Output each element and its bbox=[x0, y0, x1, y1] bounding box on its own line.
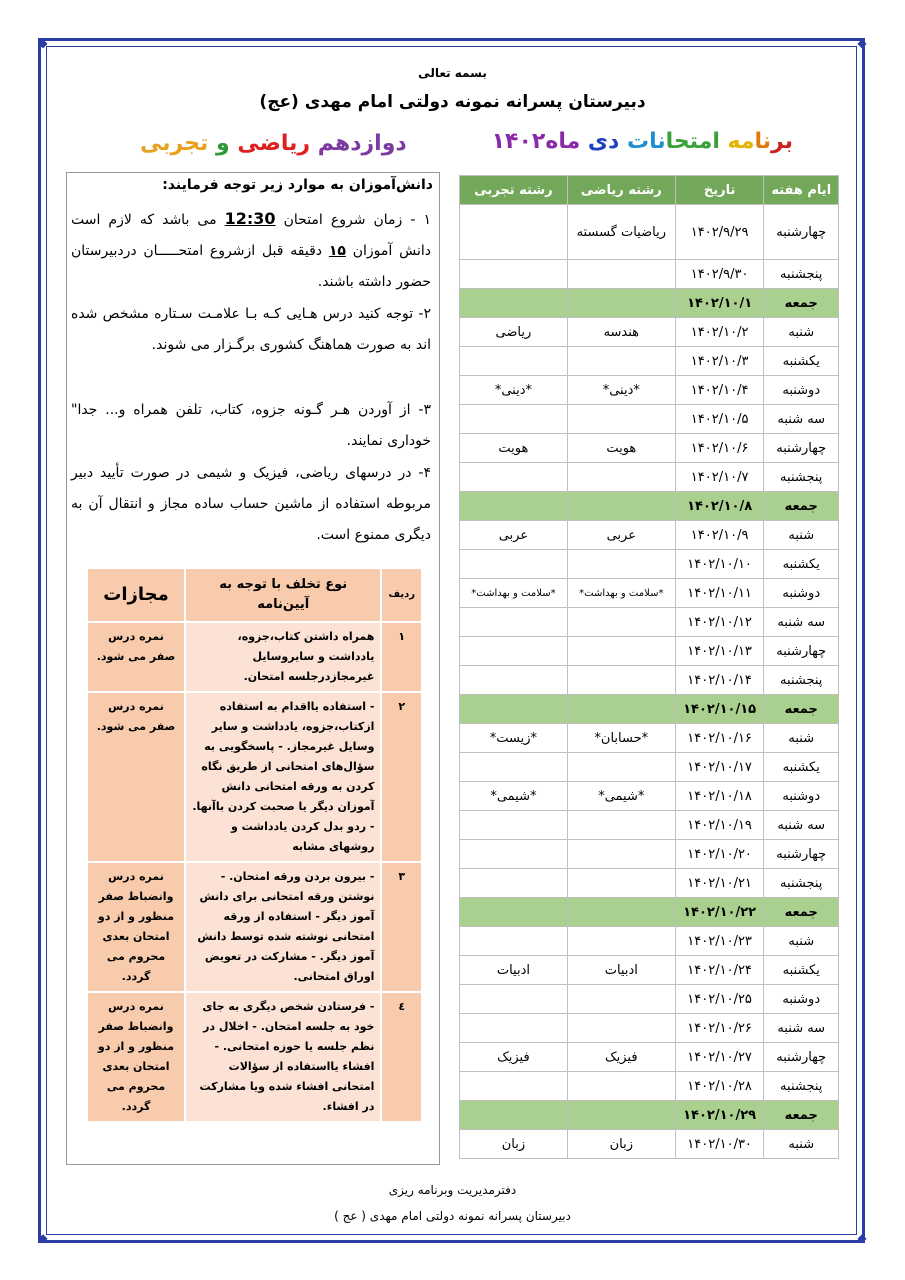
note-1 bbox=[71, 203, 431, 298]
math-exam-cell bbox=[567, 347, 675, 376]
penalty-row bbox=[88, 863, 421, 991]
schedule-row bbox=[460, 927, 839, 956]
schedule-row bbox=[460, 840, 839, 869]
bio-exam-cell bbox=[460, 260, 568, 289]
bio-exam-cell bbox=[460, 869, 568, 898]
col-penalty: مجازات bbox=[88, 569, 184, 621]
weekday-cell: جمعه bbox=[764, 695, 839, 724]
violation-text: همراه داشتن کتاب،جزوه، یادداشت و سایروسایل غیرمجازدرجلسه امتحان. bbox=[186, 623, 380, 691]
bio-exam-cell bbox=[460, 898, 568, 927]
date-cell: ۱۴۰۲/۱۰/۶ bbox=[675, 434, 764, 463]
date-cell: ۱۴۰۲/۱۰/۱۷ bbox=[675, 753, 764, 782]
math-exam-cell bbox=[567, 550, 675, 579]
schedule-row bbox=[460, 637, 839, 666]
bio-exam-cell bbox=[460, 753, 568, 782]
bio-exam-cell bbox=[460, 1072, 568, 1101]
schedule-row bbox=[460, 1130, 839, 1159]
bio-exam-cell bbox=[460, 205, 568, 260]
weekday-cell: چهارشنبه bbox=[764, 205, 839, 260]
minutes-before: ۱۵ bbox=[328, 243, 346, 259]
corner-ornament-icon: ◆ bbox=[38, 36, 48, 50]
footer-office: دفترمدیریت وبرنامه ریزی bbox=[388, 1183, 517, 1197]
math-exam-cell bbox=[567, 985, 675, 1014]
schedule-row bbox=[460, 724, 839, 753]
school-name: دبیرستان پسرانه نمونه دولتی امام مهدی (عج) bbox=[259, 92, 646, 112]
grade-math: ریاضی bbox=[237, 131, 311, 156]
weekday-cell: جمعه bbox=[764, 492, 839, 521]
date-cell: ۱۴۰۲/۱۰/۱۳ bbox=[675, 637, 764, 666]
schedule-row bbox=[460, 695, 839, 724]
schedule-row bbox=[460, 260, 839, 289]
grade-and: و bbox=[208, 131, 238, 156]
bio-exam-cell bbox=[460, 811, 568, 840]
math-exam-cell bbox=[567, 927, 675, 956]
penalty-text: نمره درس وانضباط صفر منظور و از دو امتحان بعدی محروم می گردد. bbox=[88, 993, 184, 1121]
bio-exam-cell bbox=[460, 666, 568, 695]
schedule-row bbox=[460, 579, 839, 608]
weekday-cell: پنجشنبه bbox=[764, 666, 839, 695]
math-exam-cell: هندسه bbox=[567, 318, 675, 347]
exam-title-part: دی bbox=[580, 129, 620, 154]
penalty-text: نمره درس صفر می شود. bbox=[88, 693, 184, 861]
date-cell: ۱۴۰۲/۱۰/۷ bbox=[675, 463, 764, 492]
exam-title-part: بر bbox=[771, 129, 793, 154]
weekday-cell: شنبه bbox=[764, 1130, 839, 1159]
schedule-row bbox=[460, 811, 839, 840]
weekday-cell: سه شنبه bbox=[764, 1014, 839, 1043]
math-exam-cell bbox=[567, 753, 675, 782]
weekday-cell: دوشنبه bbox=[764, 985, 839, 1014]
bio-exam-cell bbox=[460, 637, 568, 666]
schedule-row bbox=[460, 1014, 839, 1043]
weekday-cell: جمعه bbox=[764, 1101, 839, 1130]
bio-exam-cell: ادبیات bbox=[460, 956, 568, 985]
schedule-row bbox=[460, 782, 839, 811]
bio-exam-cell: *دینی* bbox=[460, 376, 568, 405]
weekday-cell: شنبه bbox=[764, 318, 839, 347]
math-exam-cell bbox=[567, 1101, 675, 1130]
weekday-cell: پنجشنبه bbox=[764, 260, 839, 289]
weekday-cell: چهارشنبه bbox=[764, 1043, 839, 1072]
schedule-row bbox=[460, 608, 839, 637]
bio-exam-cell: ریاضی bbox=[460, 318, 568, 347]
schedule-row bbox=[460, 434, 839, 463]
penalty-row bbox=[88, 993, 421, 1121]
corner-ornament-icon: ◆ bbox=[857, 36, 867, 50]
math-exam-cell bbox=[567, 492, 675, 521]
schedule-row bbox=[460, 666, 839, 695]
bio-exam-cell bbox=[460, 289, 568, 318]
date-cell: ۱۴۰۲/۱۰/۱۹ bbox=[675, 811, 764, 840]
date-cell: ۱۴۰۲/۱۰/۲۳ bbox=[675, 927, 764, 956]
date-cell: ۱۴۰۲/۱۰/۳ bbox=[675, 347, 764, 376]
weekday-cell: پنجشنبه bbox=[764, 463, 839, 492]
weekday-cell: یکشنبه bbox=[764, 753, 839, 782]
math-exam-cell bbox=[567, 840, 675, 869]
schedule-row bbox=[460, 521, 839, 550]
col-radif: ردیف bbox=[382, 569, 421, 621]
date-cell: ۱۴۰۲/۱۰/۲۰ bbox=[675, 840, 764, 869]
schedule-row bbox=[460, 405, 839, 434]
grade-bio: تجربی bbox=[140, 131, 209, 156]
date-cell: ۱۴۰۲/۱۰/۱۸ bbox=[675, 782, 764, 811]
exam-title-part: نا bbox=[754, 129, 772, 154]
date-cell: ۱۴۰۲/۱۰/۲۵ bbox=[675, 985, 764, 1014]
weekday-cell: چهارشنبه bbox=[764, 637, 839, 666]
notes-heading: دانش‌آموزان به موارد زیر توجه فرمایند: bbox=[162, 177, 433, 193]
bio-exam-cell: عربی bbox=[460, 521, 568, 550]
col-math: رشته ریاضی bbox=[567, 176, 675, 205]
penalty-text: نمره درس وانضباط صفر منظور و از دو امتحان بعدی محروم می گردد. bbox=[88, 863, 184, 991]
schedule-row bbox=[460, 550, 839, 579]
math-exam-cell bbox=[567, 1072, 675, 1101]
math-exam-cell: *شیمی* bbox=[567, 782, 675, 811]
date-cell: ۱۴۰۲/۱۰/۵ bbox=[675, 405, 764, 434]
math-exam-cell: ادبیات bbox=[567, 956, 675, 985]
bio-exam-cell bbox=[460, 1101, 568, 1130]
date-cell: ۱۴۰۲/۱۰/۴ bbox=[675, 376, 764, 405]
math-exam-cell: هویت bbox=[567, 434, 675, 463]
date-cell: ۱۴۰۲/۱۰/۱۴ bbox=[675, 666, 764, 695]
schedule-row bbox=[460, 1043, 839, 1072]
bio-exam-cell bbox=[460, 492, 568, 521]
schedule-row bbox=[460, 376, 839, 405]
bio-exam-cell bbox=[460, 1014, 568, 1043]
bio-exam-cell bbox=[460, 405, 568, 434]
date-cell: ۱۴۰۲/۱۰/۲ bbox=[675, 318, 764, 347]
bio-exam-cell bbox=[460, 608, 568, 637]
exam-title-part: امتحا bbox=[665, 129, 720, 154]
exam-start-time: 12:30 bbox=[224, 209, 276, 228]
bio-exam-cell bbox=[460, 550, 568, 579]
date-cell: ۱۴۰۲/۱۰/۱۱ bbox=[675, 579, 764, 608]
penalty-number: ۲ bbox=[382, 693, 421, 861]
weekday-cell: یکشنبه bbox=[764, 956, 839, 985]
math-exam-cell: *سلامت و بهداشت* bbox=[567, 579, 675, 608]
date-cell: ۱۴۰۲/۱۰/۱۲ bbox=[675, 608, 764, 637]
weekday-cell: شنبه bbox=[764, 521, 839, 550]
date-cell: ۱۴۰۲/۱۰/۲۷ bbox=[675, 1043, 764, 1072]
math-exam-cell bbox=[567, 898, 675, 927]
exam-schedule-table bbox=[459, 175, 839, 1159]
col-weekday: ایام هفته bbox=[764, 176, 839, 205]
math-exam-cell: فیزیک bbox=[567, 1043, 675, 1072]
bio-exam-cell: *شیمی* bbox=[460, 782, 568, 811]
bio-exam-cell: *سلامت و بهداشت* bbox=[460, 579, 568, 608]
schedule-row bbox=[460, 1072, 839, 1101]
schedule-row bbox=[460, 289, 839, 318]
note-1-pre: ۱ - زمان شروع امتحان bbox=[275, 212, 431, 228]
math-exam-cell: *حسابان* bbox=[567, 724, 675, 753]
math-exam-cell bbox=[567, 260, 675, 289]
bio-exam-cell: فیزیک bbox=[460, 1043, 568, 1072]
weekday-cell: جمعه bbox=[764, 289, 839, 318]
col-date: تاریخ bbox=[675, 176, 764, 205]
weekday-cell: دوشنبه bbox=[764, 376, 839, 405]
schedule-row bbox=[460, 318, 839, 347]
date-cell: ۱۴۰۲/۱۰/۹ bbox=[675, 521, 764, 550]
exam-title-part: نات bbox=[619, 129, 666, 154]
schedule-row bbox=[460, 753, 839, 782]
weekday-cell: پنجشنبه bbox=[764, 869, 839, 898]
penalty-number: ٤ bbox=[382, 993, 421, 1121]
bio-exam-cell: *زیست* bbox=[460, 724, 568, 753]
math-exam-cell bbox=[567, 463, 675, 492]
math-exam-cell bbox=[567, 695, 675, 724]
schedule-row bbox=[460, 1101, 839, 1130]
bio-exam-cell: هویت bbox=[460, 434, 568, 463]
footer-school: دبیرستان پسرانه نمونه دولتی امام مهدی ( عج ) bbox=[334, 1209, 571, 1223]
corner-ornament-icon: ◆ bbox=[857, 1231, 867, 1245]
exam-title bbox=[492, 129, 793, 154]
date-cell: ۱۴۰۲/۱۰/۱۶ bbox=[675, 724, 764, 753]
schedule-row bbox=[460, 869, 839, 898]
penalty-number: ۳ bbox=[382, 863, 421, 991]
bio-exam-cell bbox=[460, 840, 568, 869]
date-cell: ۱۴۰۲/۱۰/۲۶ bbox=[675, 1014, 764, 1043]
date-cell: ۱۴۰۲/۱۰/۲۴ bbox=[675, 956, 764, 985]
violation-text: - بیرون بردن ورقه امتحان. - نوشتن ورقه امتحانی برای دانش آموز دیگر - استفاده از ورقه امتحانی نوشته شده توسط دانش آموز دیگر. - مشارکت در تعویض اوراق امتحانی. bbox=[186, 863, 380, 991]
schedule-row bbox=[460, 956, 839, 985]
exam-title-part: مه bbox=[719, 129, 755, 154]
schedule-row bbox=[460, 463, 839, 492]
math-exam-cell bbox=[567, 289, 675, 318]
corner-ornament-icon: ◆ bbox=[38, 1231, 48, 1245]
math-exam-cell bbox=[567, 405, 675, 434]
date-cell: ۱۴۰۲/۹/۲۹ bbox=[675, 205, 764, 260]
bio-exam-cell bbox=[460, 347, 568, 376]
weekday-cell: سه شنبه bbox=[764, 608, 839, 637]
math-exam-cell: عربی bbox=[567, 521, 675, 550]
note-1-post: می باشد که لازم است دانش آموزان bbox=[71, 212, 431, 259]
weekday-cell: چهارشنبه bbox=[764, 840, 839, 869]
penalty-row bbox=[88, 693, 421, 861]
bio-exam-cell bbox=[460, 985, 568, 1014]
weekday-cell: شنبه bbox=[764, 724, 839, 753]
math-exam-cell bbox=[567, 811, 675, 840]
grade-label: دوازدهم bbox=[310, 131, 407, 156]
bio-exam-cell: زبان bbox=[460, 1130, 568, 1159]
weekday-cell: یکشنبه bbox=[764, 550, 839, 579]
bio-exam-cell bbox=[460, 927, 568, 956]
schedule-row bbox=[460, 205, 839, 260]
schedule-row bbox=[460, 492, 839, 521]
bio-exam-cell bbox=[460, 463, 568, 492]
bismillah: بسمه تعالی bbox=[418, 66, 487, 80]
weekday-cell: شنبه bbox=[764, 927, 839, 956]
date-cell: ۱۴۰۲/۹/۳۰ bbox=[675, 260, 764, 289]
math-exam-cell bbox=[567, 869, 675, 898]
col-bio: رشته تجربی bbox=[460, 176, 568, 205]
date-cell: ۱۴۰۲/۱۰/۲۹ bbox=[675, 1101, 764, 1130]
penalty-number: ۱ bbox=[382, 623, 421, 691]
penalty-text: نمره درس صفر می شود. bbox=[88, 623, 184, 691]
violation-text: - استفاده یااقدام به استفاده ازکتاب،جزوه، یادداشت و سایر وسایل غیرمجاز. - پاسخگویی به سؤال‌های امتحانی از طریق نگاه کردن به ورقه امتحانی دانش آموزان دیگر یا صحبت کردن باآنها. - ردو بدل کردن یادداشت و روشهای مشابه bbox=[186, 693, 380, 861]
schedule-row bbox=[460, 898, 839, 927]
date-cell: ۱۴۰۲/۱۰/۳۰ bbox=[675, 1130, 764, 1159]
math-exam-cell bbox=[567, 666, 675, 695]
weekday-cell: جمعه bbox=[764, 898, 839, 927]
date-cell: ۱۴۰۲/۱۰/۲۸ bbox=[675, 1072, 764, 1101]
col-violation: نوع تخلف با توجه به آیین‌نامه bbox=[186, 569, 380, 621]
schedule-row bbox=[460, 985, 839, 1014]
math-exam-cell bbox=[567, 1014, 675, 1043]
date-cell: ۱۴۰۲/۱۰/۱ bbox=[675, 289, 764, 318]
math-exam-cell bbox=[567, 608, 675, 637]
date-cell: ۱۴۰۲/۱۰/۱۵ bbox=[675, 695, 764, 724]
note-2: ۲- توجه کنید درس هـایی کـه بـا علامـت سـتاره مشخص شده اند به صورت هماهنگ کشوری برگـزار می شوند. bbox=[71, 306, 431, 353]
note-4: ۴- در درسهای ریاضی، فیزیک و شیمی در صورت تأیید دبیر مربوطه استفاده از ماشین حساب ساده مجاز و انتقال آن به دیگری ممنوع است. bbox=[71, 465, 431, 543]
bio-exam-cell bbox=[460, 695, 568, 724]
penalty-row bbox=[88, 623, 421, 691]
math-exam-cell: ریاضیات گسسته bbox=[567, 205, 675, 260]
weekday-cell: پنجشنبه bbox=[764, 1072, 839, 1101]
weekday-cell: یکشنبه bbox=[764, 347, 839, 376]
date-cell: ۱۴۰۲/۱۰/۱۰ bbox=[675, 550, 764, 579]
weekday-cell: دوشنبه bbox=[764, 579, 839, 608]
schedule-header-row bbox=[460, 176, 839, 205]
schedule-row bbox=[460, 347, 839, 376]
math-exam-cell: زبان bbox=[567, 1130, 675, 1159]
penalty-header-row bbox=[88, 569, 421, 621]
math-exam-cell bbox=[567, 637, 675, 666]
math-exam-cell: *دینی* bbox=[567, 376, 675, 405]
weekday-cell: چهارشنبه bbox=[764, 434, 839, 463]
weekday-cell: سه شنبه bbox=[764, 811, 839, 840]
note-1-end: دقیقه قبل ازشروع امتحـــــان دردبیرستان حضور داشته باشند. bbox=[71, 243, 431, 290]
exam-title-part: ماه۱۴۰۲ bbox=[491, 129, 581, 154]
date-cell: ۱۴۰۲/۱۰/۲۲ bbox=[675, 898, 764, 927]
date-cell: ۱۴۰۲/۱۰/۸ bbox=[675, 492, 764, 521]
weekday-cell: دوشنبه bbox=[764, 782, 839, 811]
note-3: ۳- از آوردن هـر گـونه جزوه، کتاب، تلفن همراه و... جدا" خوداری نمایند. bbox=[71, 402, 431, 449]
date-cell: ۱۴۰۲/۱۰/۲۱ bbox=[675, 869, 764, 898]
violation-text: - فرستادن شخص دیگری به جای خود به جلسه امتحان. - اخلال در نظم جلسه یا حوزه امتحانی. - افشاء یااستفاده از سؤالات امتحانی افشاء شده ویا مشارکت در افشاء. bbox=[186, 993, 380, 1121]
weekday-cell: سه شنبه bbox=[764, 405, 839, 434]
penalty-table bbox=[86, 567, 423, 1123]
grade-title bbox=[140, 131, 407, 156]
